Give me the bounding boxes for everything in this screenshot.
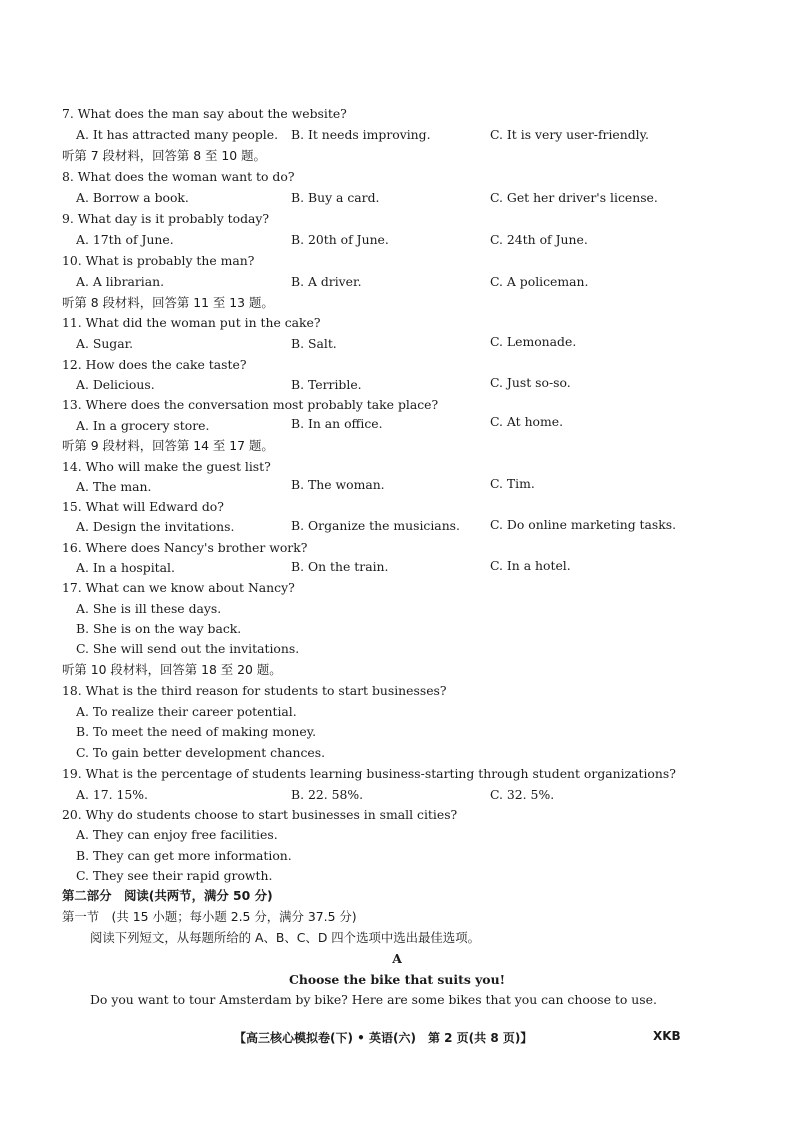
text-line: 15. What will Edward do? <box>62 499 224 514</box>
text-line: A. It has attracted many people. <box>76 127 279 142</box>
text-line: A. 17th of June. <box>76 232 174 247</box>
text-line: A. In a hospital. <box>76 560 175 575</box>
text-line: 第二部分 阅读(共两节，满分 50 分) <box>62 888 273 903</box>
text-line: B. 22. 58%. <box>291 787 364 802</box>
text-line: A. She is ill these days. <box>76 601 222 616</box>
text-line: C. It is very user-friendly. <box>490 127 649 142</box>
text-line: 7. What does the man say about the website? <box>62 106 347 121</box>
text-line: 19. What is the percentage of students learning business-starting through student organizations? <box>62 766 676 781</box>
text-line: B. A driver. <box>291 274 362 289</box>
text-line: 17. What can we know about Nancy? <box>62 580 295 595</box>
text-line: C. In a hotel. <box>490 558 571 573</box>
text-line: B. They can get more information. <box>76 848 292 863</box>
text-line: B. It needs improving. <box>291 127 431 142</box>
text-line: A. 17. 15%. <box>76 787 148 802</box>
text-line: C. 24th of June. <box>490 232 588 247</box>
text-line: 9. What day is it probably today? <box>62 211 270 226</box>
text-line: 10. What is probably the man? <box>62 253 255 268</box>
passage-intro: Do you want to tour Amsterdam by bike? Here are some bikes that you can choose to use. <box>90 992 657 1007</box>
text-line: A. Design the invitations. <box>76 519 235 534</box>
footer-code: XKB <box>653 1029 681 1043</box>
passage-letter: A <box>392 951 402 966</box>
text-line: B. Salt. <box>291 336 337 351</box>
text-line: C. At home. <box>490 414 564 429</box>
text-line: B. Organize the musicians. <box>291 518 460 533</box>
text-line: A. The man. <box>76 479 152 494</box>
text-line: B. She is on the way back. <box>76 621 242 636</box>
text-line: 18. What is the third reason for students to start businesses? <box>62 683 447 698</box>
text-line: 16. Where does Nancy's brother work? <box>62 540 308 555</box>
text-line: A. Sugar. <box>76 336 134 351</box>
text-line: B. Terrible. <box>291 377 362 392</box>
text-line: 8. What does the woman want to do? <box>62 169 295 184</box>
text-line: C. Tim. <box>490 476 535 491</box>
text-line: C. Do online marketing tasks. <box>490 517 677 532</box>
text-line: A. In a grocery store. <box>76 418 210 433</box>
text-line: 14. Who will make the guest list? <box>62 459 271 474</box>
text-line: B. On the train. <box>291 559 389 574</box>
text-line: 11. What did the woman put in the cake? <box>62 315 321 330</box>
text-line: B. To meet the need of making money. <box>76 724 317 739</box>
text-line: A. A librarian. <box>76 274 165 289</box>
passage-title: Choose the bike that suits you! <box>288 972 506 987</box>
text-line: 阅读下列短文，从每题所给的 A、B、C、D 四个选项中选出最佳选项。 <box>90 930 480 945</box>
text-line: C. She will send out the invitations. <box>76 641 300 656</box>
text-line: 听第 9 段材料，回答第 14 至 17 题。 <box>62 438 274 453</box>
text-line: A. To realize their career potential. <box>76 704 297 719</box>
page-footer: 【高三核心模拟卷(下) • 英语(六) 第 2 页(共 8 页)】 <box>234 1031 533 1045</box>
text-line: C. A policeman. <box>490 274 589 289</box>
text-line: C. 32. 5%. <box>490 787 555 802</box>
text-line: 听第 8 段材料，回答第 11 至 13 题。 <box>62 295 274 310</box>
text-line: 12. How does the cake taste? <box>62 357 247 372</box>
text-line: 第一节 (共 15 小题；每小题 2.5 分，满分 37.5 分) <box>62 909 357 924</box>
text-line: B. The woman. <box>291 477 385 492</box>
text-line: 听第 10 段材料，回答第 18 至 20 题。 <box>62 662 282 677</box>
text-line: C. Just so-so. <box>490 375 571 390</box>
text-line: C. They see their rapid growth. <box>76 868 273 883</box>
text-line: B. 20th of June. <box>291 232 389 247</box>
text-line: C. Lemonade. <box>490 334 577 349</box>
text-line: 13. Where does the conversation most probably take place? <box>62 397 439 412</box>
text-line: 20. Why do students choose to start businesses in small cities? <box>62 807 458 822</box>
text-line: C. Get her driver's license. <box>490 190 658 205</box>
text-line: B. In an office. <box>291 416 383 431</box>
text-line: 听第 7 段材料，回答第 8 至 10 题。 <box>62 148 266 163</box>
text-line: C. To gain better development chances. <box>76 745 326 760</box>
text-line: B. Buy a card. <box>291 190 380 205</box>
text-line: A. They can enjoy free facilities. <box>76 827 278 842</box>
text-line: A. Delicious. <box>76 377 155 392</box>
text-line: A. Borrow a book. <box>76 190 189 205</box>
